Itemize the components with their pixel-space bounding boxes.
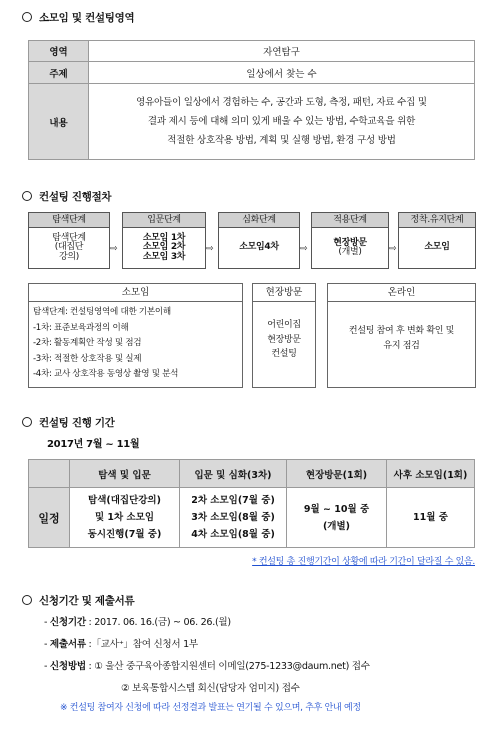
circle-bullet-icon	[22, 417, 32, 427]
circle-bullet-icon	[22, 191, 32, 201]
box-visit-head: 현장방문	[253, 284, 315, 302]
value-topic: 일상에서 찾는 수	[89, 62, 475, 84]
apply-period-row: - 신청기간 : 2017. 06. 16.(금) ~ 06. 26.(월)	[44, 617, 231, 628]
stage-box-intro: 소모임 1차 소모임 2차 소모임 3차	[122, 227, 206, 269]
schedule-corner	[29, 460, 70, 488]
arrow-right-icon: ⇨	[300, 244, 308, 254]
apply-footnote: ※ 컨설팅 참여자 신청에 따라 선정결과 발표는 연기될 수 있으며, 추후 안내 예정	[60, 703, 361, 713]
arrow-right-icon: ⇨	[389, 244, 397, 254]
header-after: 사후 소모임(1회)	[387, 460, 475, 488]
section-apply: 신청기간 및 제출서류	[22, 593, 134, 608]
box-online-head: 온라인	[328, 284, 475, 302]
stage-head-deep: 심화단계	[218, 212, 300, 227]
box-somoim-head: 소모임	[29, 284, 242, 302]
section-title-area: 소모임 및 컨설팅영역	[22, 10, 134, 25]
cell-after: 11월 중	[387, 488, 475, 548]
apply-method-row: - 신청방법 : ① 울산 중구육아종합지원센터 이메일(275-1233@daum.net) 접수	[44, 661, 370, 672]
box-visit	[252, 283, 316, 388]
stage-box-apply: 현장방문 (개별)	[311, 227, 389, 269]
box-online-body: 컨설팅 참여 후 변화 확인 및 유지 점검	[348, 326, 455, 351]
label-topic: 주제	[29, 62, 89, 84]
header-intro-deep: 입문 및 심화(3차)	[180, 460, 287, 488]
stage-box-deep: 소모임4차	[218, 227, 300, 269]
label-area: 영역	[29, 41, 89, 62]
stage-head-settle: 정착.유지단계	[398, 212, 476, 227]
circle-bullet-icon	[22, 12, 32, 22]
value-content: 영유아들이 일상에서 경험하는 수, 공간과 도형, 측정, 패턴, 자료 수집 및 결과 제시 등에 대해 의미 있게 배울 수 있는 방법, 수학교육을 위한 적절한 상호작용 방법, 계획 및 실행 방법, 환경 구성 방법	[89, 84, 475, 160]
value-area: 자연탐구	[89, 41, 475, 62]
section-process: 컨설팅 진행절차	[22, 189, 111, 204]
box-online	[327, 283, 476, 388]
row-label-schedule: 일정	[29, 488, 70, 548]
schedule-table	[28, 459, 475, 548]
area-table	[28, 40, 475, 160]
apply-method-2: ② 보육통합시스템 회신(담당자 엄미지) 접수	[121, 683, 300, 694]
arrow-right-icon: ⇨	[206, 244, 214, 254]
box-somoim	[28, 283, 243, 388]
stage-head-explore: 탐색단계	[28, 212, 110, 227]
period-note: * 컨설팅 총 진행기간이 상황에 따라 기간이 달라질 수 있음.	[252, 557, 475, 567]
cell-visit: 9월 ~ 10월 중 (개별)	[287, 488, 387, 548]
stage-box-settle: 소모임	[398, 227, 476, 269]
box-somoim-body: 탐색단계: 컨설팅영역에 대한 기본이해 -1차: 표준보육과정의 이해 -2차: 활동계획안 작성 및 점검 -3차: 적절한 상호작용 및 실제 -4차: 교사 상호작용 동영상 촬영 및 분석	[33, 307, 179, 379]
header-explore: 탐색 및 입문	[70, 460, 180, 488]
period-range: 2017년 7월 ~ 11월	[47, 439, 140, 450]
arrow-right-icon: ⇨	[110, 244, 118, 254]
cell-explore: 탐색(대집단강의) 및 1차 소모임 동시진행(7월 중)	[70, 488, 180, 548]
section-period: 컨설팅 진행 기간	[22, 415, 115, 430]
cell-intro-deep: 2차 소모임(7월 중) 3차 소모임(8월 중) 4차 소모임(8월 중)	[180, 488, 287, 548]
header-visit: 현장방문(1회)	[287, 460, 387, 488]
stage-box-explore: 탐색단계 (대집단 강의)	[28, 227, 110, 269]
box-visit-body: 어린이집 현장방문 컨설팅	[267, 320, 301, 359]
circle-bullet-icon	[22, 595, 32, 605]
label-content: 내용	[29, 84, 89, 160]
apply-docs-row: - 제출서류 :「교사⁺」참여 신청서 1부	[44, 639, 198, 650]
stage-head-apply: 적용단계	[311, 212, 389, 227]
stage-head-intro: 입문단계	[122, 212, 206, 227]
